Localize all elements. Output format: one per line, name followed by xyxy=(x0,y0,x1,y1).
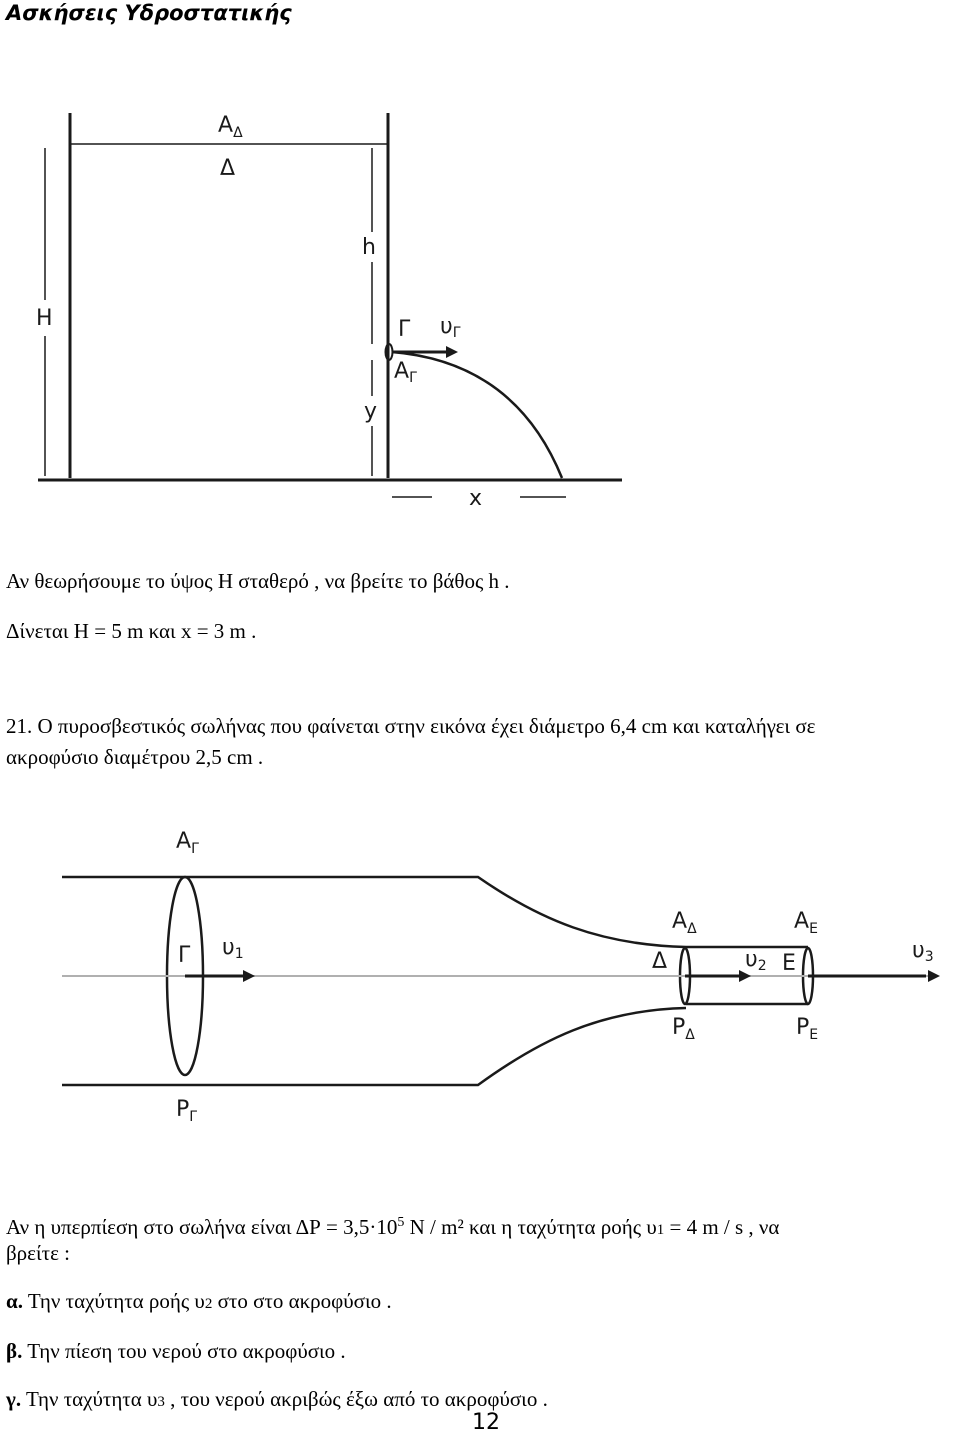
u3-arrowhead xyxy=(928,970,940,982)
question-a: α. Την ταχύτητα ροής υ2 στο στο ακροφύσιο . xyxy=(6,1289,392,1313)
hole-point-label: Γ xyxy=(398,317,411,342)
jet-velocity-label: υΓ xyxy=(440,314,461,341)
hose-upper-wall xyxy=(62,877,686,947)
problem21-text-line1: 21. Ο πυροσβεστικός σωλήνας που φαίνεται στην εικόνα έχει διάμετρο 6,4 cm και καταλήγει σε xyxy=(6,714,816,738)
point-D-label: Δ xyxy=(652,949,668,974)
area-E-label: $A_E$ xyxy=(794,909,818,937)
u3-label: υ3 xyxy=(912,938,934,965)
hole-height-label: y xyxy=(364,399,378,424)
page-heading: Ασκήσεις Υδροστατικής xyxy=(6,1,292,25)
hose-lower-wall xyxy=(62,1008,686,1085)
question-c: γ. Την ταχύτητα υ3 , του νερού ακριβώς έξω από το ακροφύσιο . xyxy=(6,1387,548,1411)
point-top-label: Δ xyxy=(220,156,236,181)
u1-label: υ1 xyxy=(222,935,244,962)
water-jet-trajectory xyxy=(392,352,562,478)
problem20-given: Δίνεται Η = 5 m και x = 3 m . xyxy=(6,619,257,643)
pressure-E-label: $P_E$ xyxy=(796,1015,819,1043)
range-label: x xyxy=(469,486,483,511)
question-b: β. Την πίεση του νερού στο ακροφύσιο . xyxy=(6,1339,346,1363)
tank-figure xyxy=(0,100,960,520)
height-label: H xyxy=(36,306,53,331)
page-number: 12 xyxy=(472,1410,500,1435)
problem20-question: Αν θεωρήσουμε το ύψος Η σταθερό , να βρείτε το βάθος h . xyxy=(6,569,510,593)
area-D-label: $A_\Delta$ xyxy=(672,909,697,937)
pressure-G-label: $P_\Gamma$ xyxy=(176,1097,198,1125)
problem21-text-line2: ακροφύσιο διαμέτρου 2,5 cm . xyxy=(6,745,264,769)
area-G-label: $A_\Gamma$ xyxy=(176,829,199,857)
area-top-label: $A_\Delta$ xyxy=(218,113,243,141)
hose-figure xyxy=(0,810,960,1130)
point-G-label: Γ xyxy=(178,943,191,968)
point-E-label: Ε xyxy=(782,951,796,976)
depth-label: h xyxy=(362,235,376,260)
u1-arrowhead xyxy=(243,970,255,982)
u2-label: υ2 xyxy=(745,947,767,974)
pressure-D-label: $P_\Delta$ xyxy=(672,1015,695,1043)
jet-velocity-arrowhead xyxy=(446,346,458,358)
problem21-statement: Αν η υπερπίεση στο σωλήνα είναι $\Delta P = 3,5\cdot 10^5$ N / m² και η ταχύτητα ροής υ1 = 4 m / s , να xyxy=(6,1215,780,1239)
problem21-statement-line2: βρείτε : xyxy=(6,1241,70,1265)
hole-area-label: ΑΓ xyxy=(394,359,417,386)
